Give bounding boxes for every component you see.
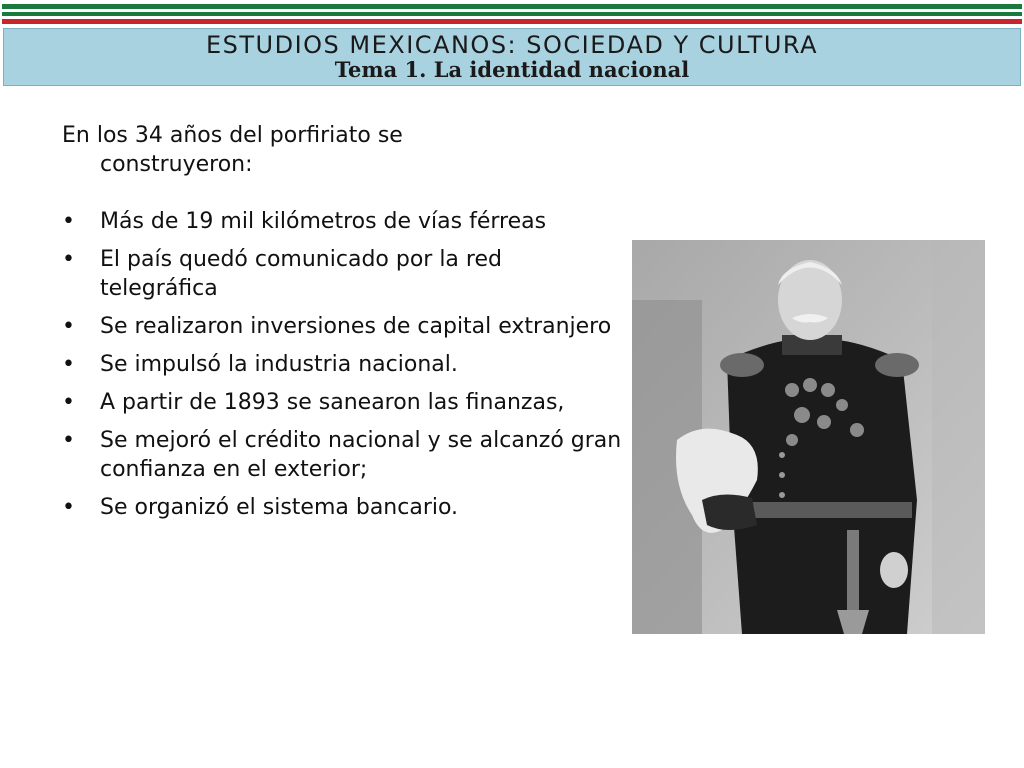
list-item (62, 245, 622, 303)
list-item (62, 493, 622, 522)
bullet-list (62, 207, 622, 522)
bullet-text: Se realizaron inversiones de capital extranjero (100, 314, 612, 339)
red-stripe (2, 19, 1022, 24)
bullet-text: Se mejoró el crédito nacional y se alcanzó gran confianza en el exterior; (100, 428, 622, 482)
top-stripes (0, 0, 1024, 30)
bullet-text: Se impulsó la industria nacional. (100, 352, 458, 377)
bullet-text: Se organizó el sistema bancario. (100, 495, 459, 520)
portrait-illustration (632, 240, 985, 634)
intro-line-1: En los 34 años del porfiriato se (62, 123, 403, 148)
bullet-text: Más de 19 mil kilómetros de vías férreas (100, 209, 547, 234)
bullet-icon: • (62, 390, 75, 415)
bullet-text: El país quedó comunicado por la red telegráfica (100, 247, 502, 301)
list-item (62, 388, 622, 417)
header-title: ESTUDIOS MEXICANOS: SOCIEDAD Y CULTURA (205, 31, 819, 59)
intro-line-2: construyeron: (100, 152, 253, 177)
header-subtitle: Tema 1. La identidad nacional (334, 57, 690, 82)
list-item (62, 207, 622, 236)
slide-body (62, 121, 622, 531)
bullet-icon: • (62, 495, 75, 520)
list-item (62, 350, 622, 379)
bullet-icon: • (62, 247, 75, 272)
bullet-icon: • (62, 352, 75, 377)
bullet-icon: • (62, 209, 75, 234)
portrait-photo (632, 240, 985, 634)
header-banner (3, 28, 1021, 86)
list-item (62, 312, 622, 341)
list-item (62, 426, 622, 484)
bullet-text: A partir de 1893 se sanearon las finanzas, (100, 390, 565, 415)
bullet-icon: • (62, 314, 75, 339)
intro-text (62, 121, 622, 179)
bullet-icon: • (62, 428, 75, 453)
